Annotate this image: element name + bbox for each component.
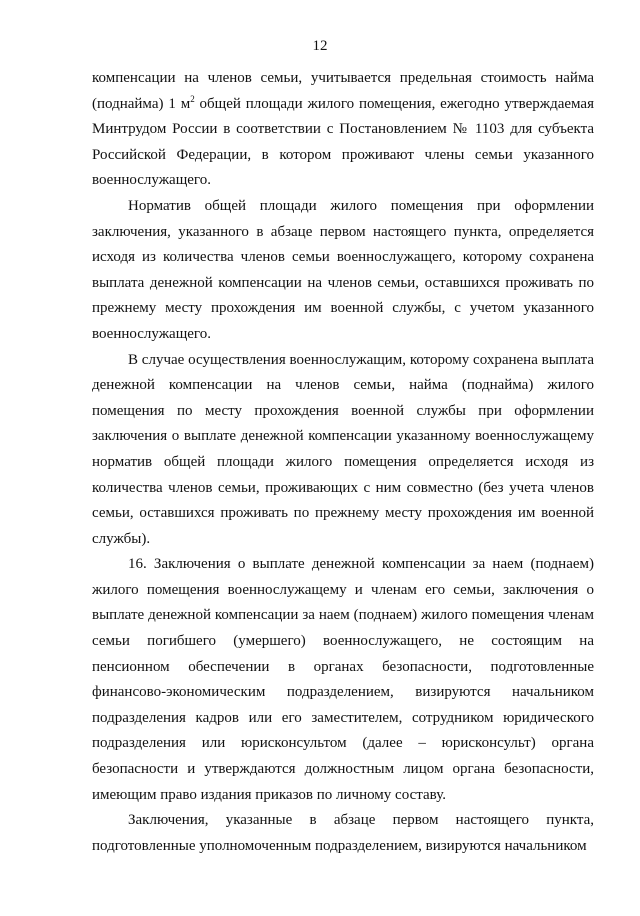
paragraph-4: 16. Заключения о выплате денежной компенсации за наем (поднаем) жилого помещения военнослужащему и членам его семьи, заключения о выплате денежной компенсации за наем (поднаем) жилого помещения членам семьи погибшего (умершего) военнослужащего, не состоящим на пенсионном обеспечении в органах безопасности, подготовленные финансово-экономическим подразделением, визируются начальником подразделения кадров или его заместителем, сотрудником юридического подразделения или юрисконсультом (далее – юрисконсульт) органа безопасности и утверждаются должностным лицом органа безопасности, имеющим право издания приказов по личному составу. xyxy=(92,556,594,803)
paragraph-1-text: компенсации на членов семьи, учитывается предельная стоимость найма (поднайма) 1 м xyxy=(92,70,594,112)
page-number: 12 xyxy=(312,38,328,54)
paragraph-5: Заключения, указанные в абзаце первом настоящего пункта, подготовленные уполномоченным подразделением, визируются начальником xyxy=(92,812,594,854)
superscript-2: 2 xyxy=(190,93,195,104)
paragraph-1-text-cont: общей площади жилого помещения, ежегодно утверждаемая Минтрудом России в соответствии с Постановлением № 1103 для субъекта Российской Федерации, в котором проживают члены семьи указанного военнослужащего. xyxy=(92,95,594,189)
document-body xyxy=(92,66,594,859)
paragraph-3: В случае осуществления военнослужащим, которому сохранена выплата денежной компенсации на членов семьи, найма (поднайма) жилого помещения по месту прохождения военной службы при оформлении заключения о выплате денежной компенсации указанному военнослужащему норматив общей площади жилого помещения определяется исходя из количества членов семьи, проживающих с ним совместно (без учета членов семьи, оставшихся проживать по прежнему месту прохождения им военной службы). xyxy=(92,351,594,547)
paragraph-2: Норматив общей площади жилого помещения при оформлении заключения, указанного в абзаце первом настоящего пункта, определяется исходя из количества членов семьи военнослужащего, которому сохранена выплата денежной компенсации на членов семьи, оставшихся проживать по прежнему месту прохождения им военной службы, с учетом указанного военнослужащего. xyxy=(92,197,594,342)
paragraph-1 xyxy=(92,66,594,194)
